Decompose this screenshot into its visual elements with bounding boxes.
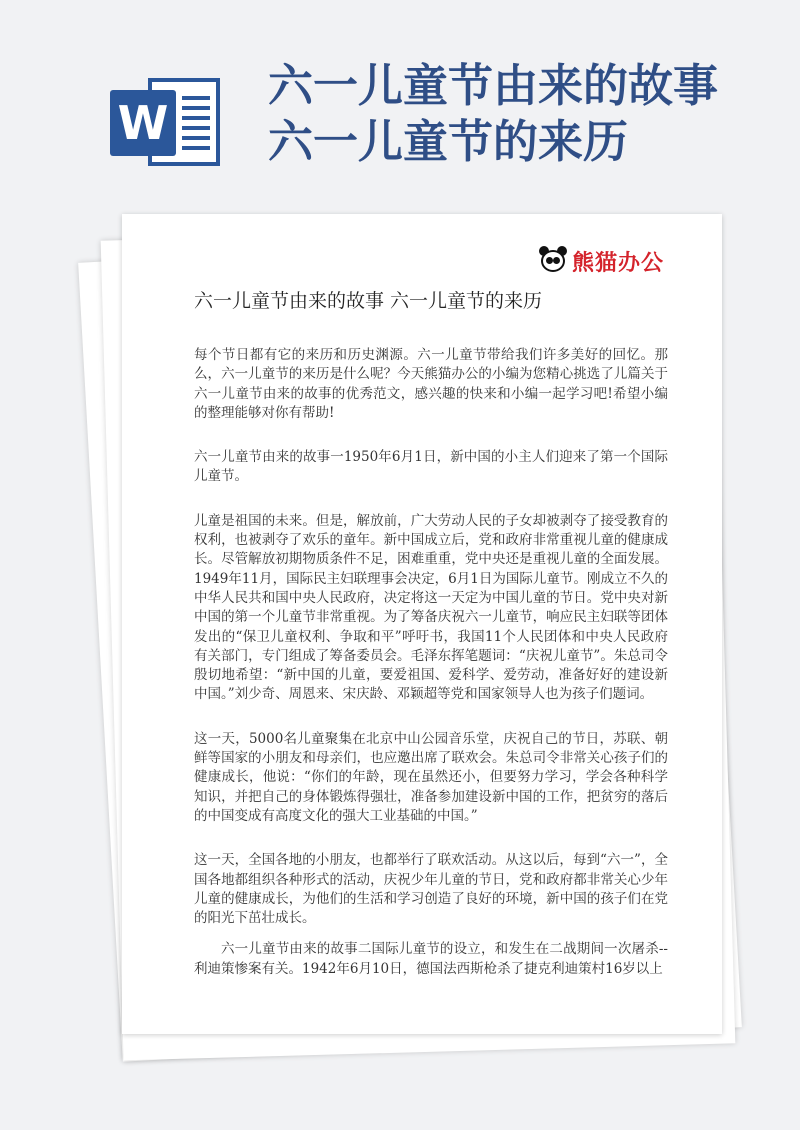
paragraph: 每个节日都有它的来历和历史渊源。六一儿童节带给我们许多美好的回忆。那么，六一儿童节的来历是什么呢？今天熊猫办公的小编为您精心挑选了儿篇关于六一儿童节由来的故事的优秀范文，感兴趣的快来和小编一起学习吧!希望小编的整理能够对你有帮助! — [194, 347, 668, 421]
brand-logo — [538, 242, 664, 280]
banner-title-line-2: 六一儿童节的来历 — [268, 115, 629, 168]
banner-title-line-1: 六一儿童节由来的故事 — [268, 59, 719, 112]
paragraph: 这一天，全国各地的小朋友，也都举行了联欢活动。从这以后，每到“六一”，全国各地都组织各种形式的活动，庆祝少年儿童的节日，党和政府都非常关心少年儿童的健康成长，为他们的生活和学习创造了良好的环境，新中国的孩子们在党的阳光下茁壮成长。 — [194, 852, 668, 927]
brand-logo-text: 熊猫办公 — [571, 250, 664, 276]
panda-icon — [538, 246, 568, 276]
paragraph: 儿童是祖国的未来。但是，解放前，广大劳动人民的子女却被剥夺了接受教育的权利，也被剥夺了欢乐的童年。新中国成立后，党和政府非常重视儿童的健康成长。尽管解放初期物质条件不足，困难重重，党中央还是重视儿童的全面发展。1949年11月，国际民主妇联理事会决定，6月1日为国际儿童节。刚成立不久的中华人民共和国中央人民政府，决定将这一天定为中国儿童的节日。党中央对新中国的第一个儿童节非常重视。为了筹备庆祝六一儿童节，响应民主妇联等团体发出的“保卫儿童权利、争取和平”呼吁书，我国11个人民团体和中央人民政府有关部门，专门组成了筹备委员会。毛泽东挥笔题词：“庆祝儿童节”。朱总司令殷切地希望：“新中国的儿童，要爱祖国、爱科学、爱劳动，准备好好的建设新中国。”刘少奇、周恩来、宋庆龄、邓颖超等党和国家领导人也为孩子们题词。 — [194, 512, 668, 703]
document-title: 六一儿童节由来的故事 六一儿童节的来历 — [194, 290, 543, 312]
paragraph: 六一儿童节由来的故事二国际儿童节的设立，和发生在二战期间一次屠杀--利迪策惨案有关。1942年6月10日，德国法西斯枪杀了捷克利迪策村16岁以上 — [194, 941, 668, 977]
document-page — [122, 214, 722, 1034]
header-banner — [0, 0, 800, 200]
word-letter-badge: W — [110, 90, 176, 156]
paragraph: 这一天，5000名儿童聚集在北京中山公园音乐堂，庆祝自己的节日，苏联、朝鲜等国家的小朋友和母亲们，也应邀出席了联欢会。朱总司令非常关心孩子们的健康成长，他说：“你们的年龄，现在虽然还小，但要努力学习，学会各种科学知识，并把自己的身体锻炼得强壮，准备参加建设新中国的工作，把贫穷的落后的中国变成有高度文化的强大工业基础的中国。” — [194, 730, 668, 824]
banner-title — [268, 58, 788, 170]
paragraph: 六一儿童节由来的故事一1950年6月1日，新中国的小主人们迎来了第一个国际儿童节。 — [194, 449, 668, 485]
document-body — [194, 346, 668, 979]
word-document-icon — [110, 72, 230, 172]
